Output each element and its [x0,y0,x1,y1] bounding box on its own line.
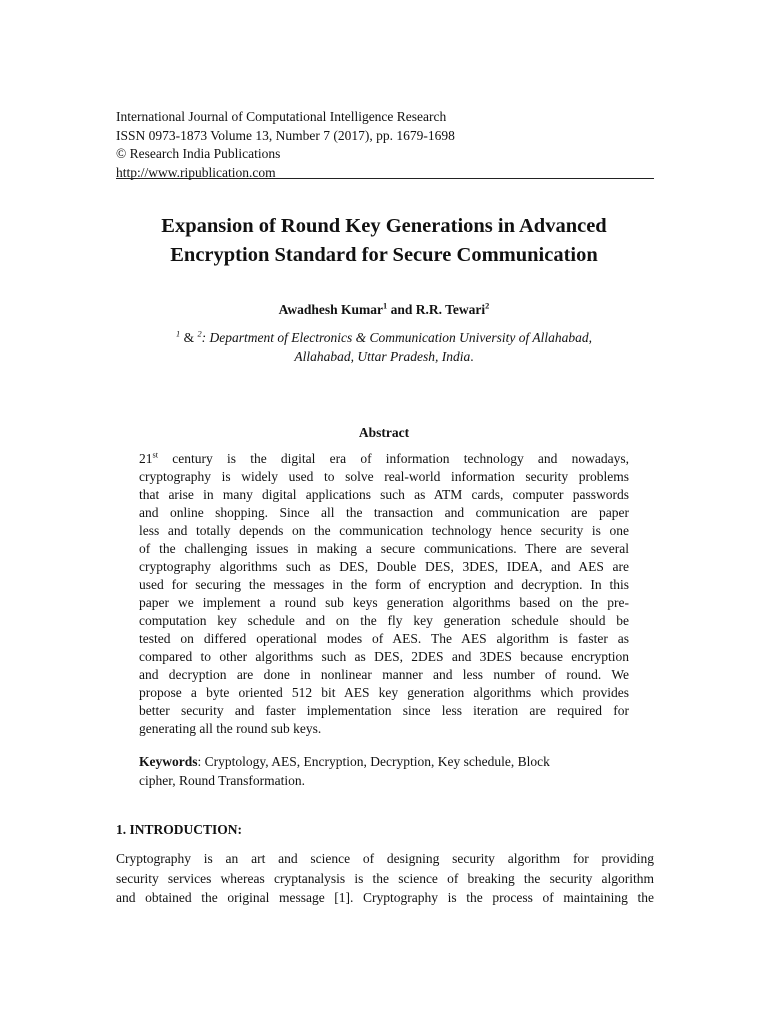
section-heading-introduction: 1. INTRODUCTION: [116,822,243,837]
affiliation-mark-1: 1 [176,329,181,339]
abstract-line: computation key schedule and on the fly key generation schedule should be [139,613,629,628]
keywords-label: Keywords [139,754,198,769]
abstract-line: and online shopping. Since all the transaction and communication are paper [139,505,629,520]
introduction-line: and obtained the original message [1]. Cryptography is the process of maintaining the [116,890,654,905]
abstract-line: that arise in many digital applications such as ATM cards, computer passwords [139,487,629,502]
journal-copyright: © Research India Publications [116,146,281,161]
author-conjunction: and [387,302,416,317]
introduction-body [116,849,654,908]
abstract-line [139,450,629,468]
journal-name: International Journal of Computational Intelligence Research [116,109,447,124]
journal-issn: ISSN 0973-1873 Volume 13, Number 7 (2017), pp. 1679-1698 [116,127,455,143]
keywords-line-2: cipher, Round Transformation. [139,773,305,788]
abstract-line: better security and faster implementation since less iteration are required for [139,703,629,718]
header-divider [116,178,654,179]
affiliation-location: Allahabad, Uttar Pradesh, India [294,349,471,364]
abstract-line: cryptography algorithms such as DES, Double DES, 3DES, IDEA, and AES are [139,559,629,574]
affiliation-line-1 [120,328,648,347]
keywords-list: : Cryptology, AES, Encryption, Decryption, Key schedule, Block [197,754,550,769]
abstract-line: used for securing the messages in the form of encryption and decryption. In this [139,577,629,592]
title-line-1: Expansion of Round Key Generations in Advanced [161,215,607,237]
abstract-heading: Abstract [358,425,410,440]
abstract-line: compared to other algorithms such as DES, 2DES and 3DES because encryption [139,649,629,664]
author-list [100,302,668,318]
abstract-line: tested on differed operational modes of AES. The AES algorithm is faster as [139,631,629,646]
author-2-affiliation-mark: 2 [485,301,490,311]
abstract-line: cryptography is widely used to solve real-world information security problems [139,469,629,484]
abstract-line: paper we implement a round sub keys generation algorithms based on the pre- [139,595,629,610]
abstract-body [139,450,629,738]
title-line-2: Encryption Standard for Secure Communication [170,244,598,266]
abstract-first-line-rest: century is the digital era of information technology and nowadays, [158,451,629,466]
affiliation-department: : Department of Electronics & Communication University of Allahabad, [201,330,592,345]
affiliation [120,328,648,366]
abstract-line: of the challenging issues in making a secure communications. There are several [139,541,629,556]
author-1: Awadhesh Kumar [278,302,384,317]
introduction-line: Cryptography is an art and science of designing security algorithm for providing [116,851,654,866]
introduction-line: security services whereas cryptanalysis is the science of breaking the security algorithm [116,870,654,886]
abstract-line: propose a byte oriented 512 bit AES key generation algorithms which provides [139,685,629,700]
keywords-line-1 [139,752,629,771]
paper-title [100,212,668,270]
affiliation-mark-2: 2 [197,329,202,339]
abstract-line: and decryption are done in nonlinear manner and less number of round. We [139,667,629,682]
keywords [139,752,629,790]
author-2: R.R. Tewari [415,302,486,317]
journal-header [116,108,656,182]
abstract-ordinal: st [152,450,159,460]
abstract-century: 21 [139,451,153,466]
journal-url: http://www.ripublication.com [116,164,276,180]
affiliation-line-2 [120,347,648,366]
abstract-line: less and totally depends on the communication technology hence security is one [139,523,629,538]
affiliation-ampersand: & [180,330,198,345]
affiliation-period: . [470,349,474,364]
abstract-line: generating all the round sub keys. [139,721,322,736]
author-1-affiliation-mark: 1 [383,301,388,311]
